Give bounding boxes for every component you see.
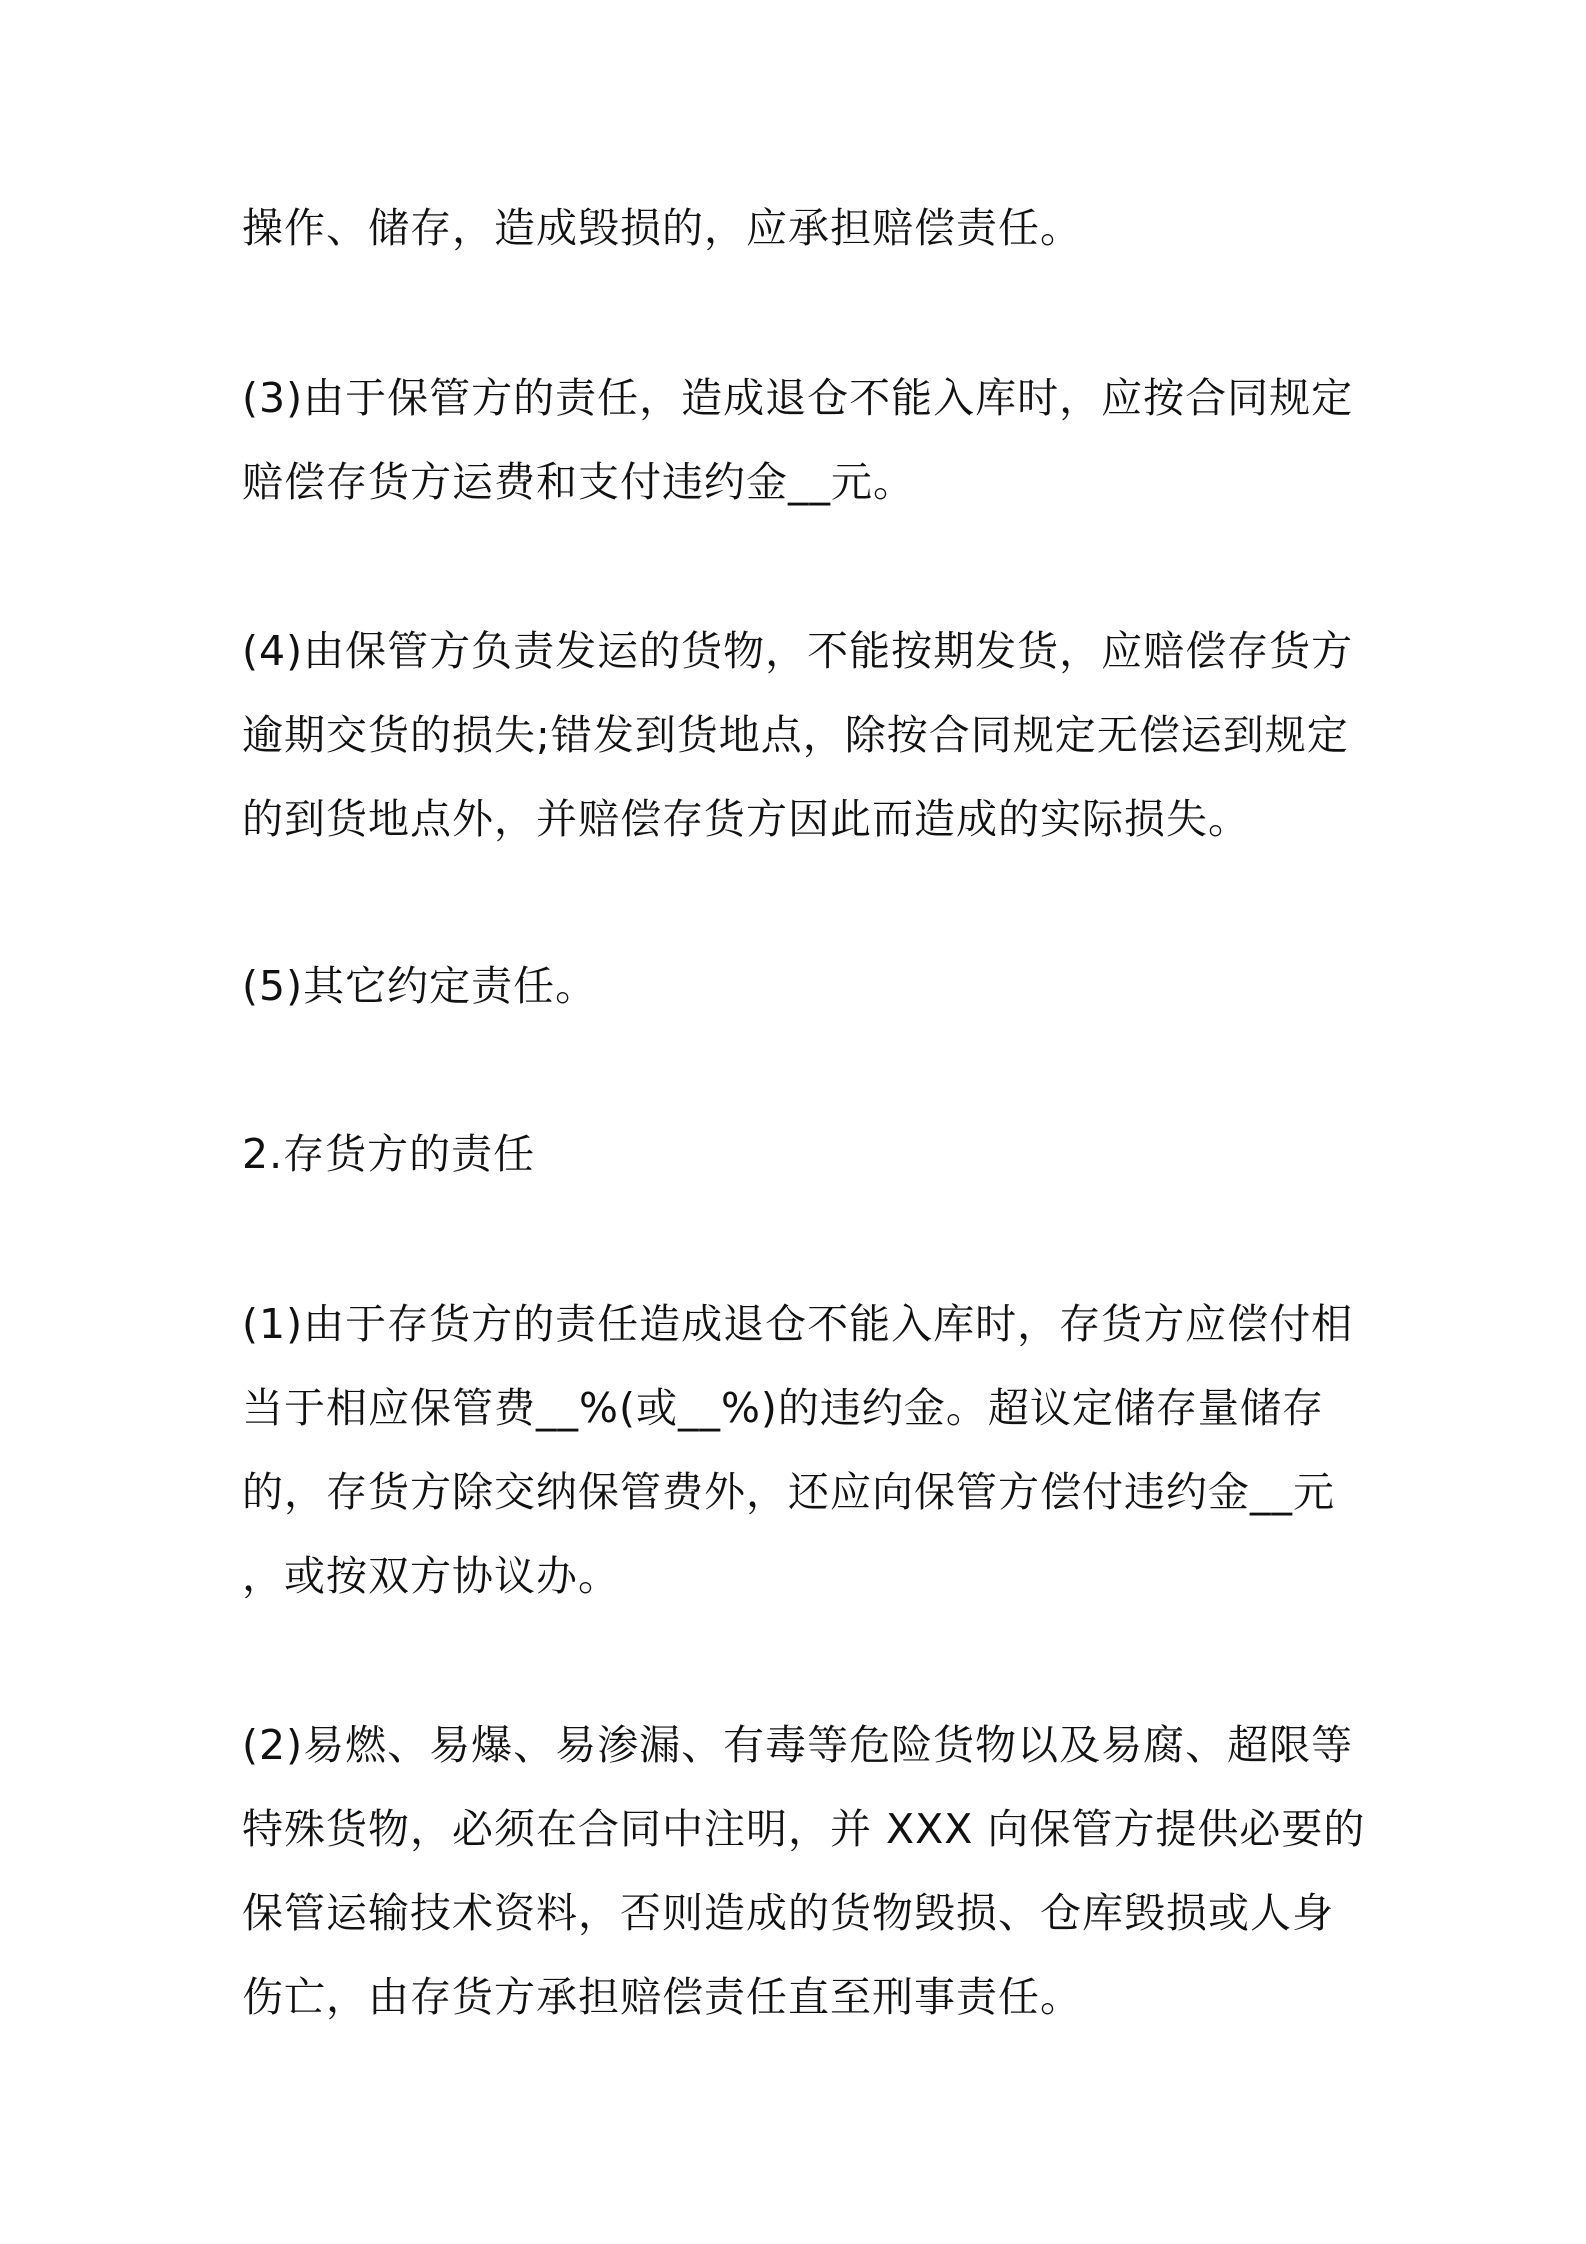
paragraph-item-3 (242, 356, 1362, 524)
paragraph-depositor-item-1 (242, 1282, 1362, 1618)
text-line: (1)由于存货方的责任造成退仓不能入库时，存货方应偿付相 (242, 1300, 1354, 1348)
text-line: 逾期交货的损失;错发到货地点，除按合同规定无偿运到规定 (242, 711, 1349, 759)
text-line: 伤亡，由存货方承担赔偿责任直至刑事责任。 (242, 1973, 1082, 2021)
text-line: 赔偿存货方运费和支付违约金__元。 (242, 458, 915, 506)
text-line: 特殊货物，必须在合同中注明，并 XXX 向保管方提供必要的 (242, 1805, 1366, 1853)
paragraph-storage-damage (242, 186, 1362, 270)
text-line: (4)由保管方负责发运的货物，不能按期发货，应赔偿存货方 (242, 627, 1354, 675)
section-heading-depositor-responsibility (242, 1112, 1362, 1196)
text-line: ，或按双方协议办。 (242, 1552, 620, 1600)
paragraph-item-5 (242, 944, 1362, 1028)
text-line: (3)由于保管方的责任，造成退仓不能入库时，应按合同规定 (242, 374, 1354, 422)
text-line: (5)其它约定责任。 (242, 962, 598, 1010)
text-line: 保管运输技术资料，否则造成的货物毁损、仓库毁损或人身 (242, 1889, 1334, 1937)
text-line: 的到货地点外，并赔偿存货方因此而造成的实际损失。 (242, 795, 1250, 843)
paragraph-item-4 (242, 609, 1362, 861)
text-line: 操作、储存，造成毁损的，应承担赔偿责任。 (242, 204, 1082, 252)
text-line: (2)易燃、易爆、易渗漏、有毒等危险货物以及易腐、超限等 (242, 1721, 1354, 1769)
text-line: 当于相应保管费__%(或__%)的违约金。超议定储存量储存 (242, 1384, 1324, 1432)
text-line: 的，存货方除交纳保管费外，还应向保管方偿付违约金__元 (242, 1468, 1335, 1516)
text-line: 2.存货方的责任 (242, 1130, 536, 1178)
paragraph-depositor-item-2 (242, 1703, 1366, 2039)
